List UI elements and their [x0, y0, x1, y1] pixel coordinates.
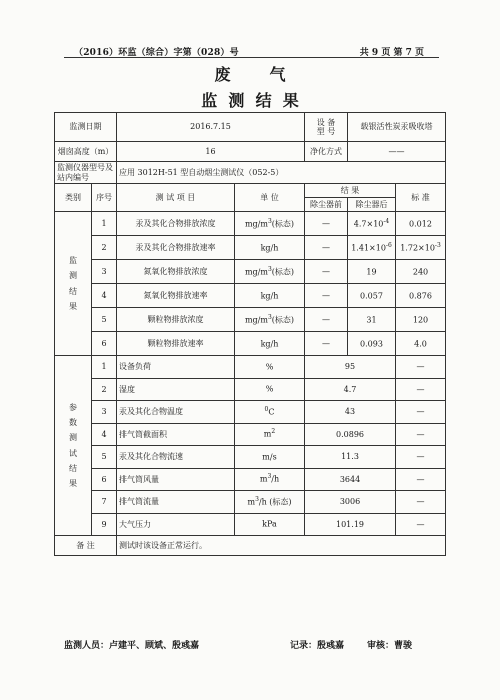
measured-value: 3644	[305, 468, 396, 491]
standard-value-cell	[396, 212, 446, 236]
before-value: —	[305, 260, 348, 284]
standard-value: —	[396, 356, 446, 379]
standard-value: 0.876	[409, 291, 432, 301]
stack-height-value: 16	[117, 142, 305, 162]
table-row	[55, 236, 446, 260]
standard-exponent: -3	[434, 241, 441, 249]
after-value: 4.7×10	[353, 219, 384, 229]
row-number: 5	[92, 446, 117, 469]
col-before: 除尘器前	[305, 198, 348, 212]
unit-main: mg/m	[244, 267, 268, 277]
row-item: 排气筒风量	[117, 468, 235, 491]
purification-label: 净化方式	[305, 142, 348, 162]
before-value: —	[305, 212, 348, 236]
row-number: 4	[92, 423, 117, 446]
row-item: 颗粒物排放速率	[117, 332, 235, 356]
row-item: 设备负荷	[117, 356, 235, 379]
unit-main: kPa	[262, 519, 277, 529]
row-number: 5	[92, 308, 117, 332]
measured-value: 43	[305, 401, 396, 424]
table-row	[55, 284, 446, 308]
unit-superscript: 3	[267, 473, 272, 481]
measured-value: 101.19	[305, 513, 396, 536]
row-number: 7	[92, 491, 117, 514]
purification-value: ——	[348, 142, 446, 162]
after-exponent: -4	[383, 217, 390, 225]
unit-main: %	[265, 362, 274, 372]
unit-superscript: 2	[271, 428, 276, 436]
row-number: 9	[92, 513, 117, 536]
col-seq: 序号	[92, 184, 117, 212]
col-category: 类别	[55, 184, 92, 212]
unit-main: m	[247, 497, 256, 507]
date-value: 2016.7.15	[117, 113, 305, 142]
standard-value: —	[396, 513, 446, 536]
after-value-cell	[348, 332, 396, 356]
standard-value-cell	[396, 260, 446, 284]
unit-cell	[235, 308, 305, 332]
unit-main: m/s	[262, 452, 277, 462]
remark-label: 备 注	[55, 536, 117, 556]
page-count: 共 9 页 第 7 页	[359, 48, 424, 58]
after-value-cell	[348, 236, 396, 260]
table-row	[55, 491, 446, 514]
standard-value-cell	[396, 332, 446, 356]
col-result: 结 果	[305, 184, 396, 198]
row-number: 2	[92, 378, 117, 401]
instrument-label: 监测仪器型号及站内编号	[55, 162, 117, 184]
standard-value: 240	[412, 267, 429, 277]
col-after: 除尘器后	[348, 198, 396, 212]
after-value-cell	[348, 212, 396, 236]
equipment-label: 设 备 型 号	[305, 113, 348, 142]
unit-superscript: 3	[255, 495, 259, 503]
unit-main: kg/h	[260, 339, 279, 349]
reviewer: 审核：曹骏	[367, 641, 413, 651]
unit-superscript: 3	[267, 217, 272, 225]
remark-row	[55, 536, 446, 556]
row-item: 颗粒物排放浓度	[117, 308, 235, 332]
unit-cell	[235, 468, 305, 491]
before-value: —	[305, 236, 348, 260]
standard-value: —	[396, 401, 446, 424]
category-parameters: 参 数 测 试 结 果	[55, 356, 92, 536]
recorder: 记录：殷彧嘉	[290, 641, 345, 651]
remark-value: 测试时该设备正常运行。	[117, 536, 446, 556]
table-row	[55, 378, 446, 401]
table-row	[55, 356, 446, 379]
row-item: 汞及其化合物流速	[117, 446, 235, 469]
unit-cell	[235, 332, 305, 356]
unit-main: kg/h	[260, 291, 279, 301]
unit-tail: (标态)	[271, 219, 295, 229]
unit-cell	[235, 401, 305, 424]
before-value: —	[305, 308, 348, 332]
row-item: 汞及其化合物排放速率	[117, 236, 235, 260]
row-item: 氮氧化物排放速率	[117, 284, 235, 308]
table-row	[55, 212, 446, 236]
unit-cell	[235, 513, 305, 536]
unit-main: mg/m	[244, 219, 268, 229]
page-subtitle: 监 测 结 果	[201, 91, 299, 110]
after-value: 19	[366, 267, 377, 277]
col-standard: 标 准	[396, 184, 446, 212]
row-item: 大气压力	[117, 513, 235, 536]
unit-cell	[235, 260, 305, 284]
standard-value: 120	[412, 315, 429, 325]
after-value: 0.093	[360, 339, 383, 349]
document-number: （2016）环监（综合）字第（028）号	[74, 48, 239, 58]
unit-cell	[235, 356, 305, 379]
after-value: 31	[366, 315, 377, 325]
unit-tail: C	[268, 407, 275, 417]
unit-cell	[235, 491, 305, 514]
after-value: 0.057	[360, 291, 383, 301]
measured-value: 0.0896	[305, 423, 396, 446]
after-exponent: -6	[385, 241, 392, 249]
row-number: 1	[92, 212, 117, 236]
row-item: 氮氧化物排放浓度	[117, 260, 235, 284]
after-value-cell	[348, 308, 396, 332]
col-item: 测 试 项 目	[117, 184, 235, 212]
unit-cell	[235, 236, 305, 260]
header-rule	[64, 57, 439, 58]
unit-main: m	[259, 474, 268, 484]
row-number: 2	[92, 236, 117, 260]
unit-main: kg/h	[260, 243, 279, 253]
row-item: 湿度	[117, 378, 235, 401]
row-item: 排气筒流量	[117, 491, 235, 514]
unit-cell	[235, 284, 305, 308]
standard-value-cell	[396, 236, 446, 260]
unit-tail: /h (标态)	[258, 497, 292, 507]
before-value: —	[305, 332, 348, 356]
unit-superscript: 3	[267, 265, 272, 273]
standard-value: 1.72×10	[400, 243, 435, 253]
unit-main: m	[263, 429, 272, 439]
standard-value-cell	[396, 284, 446, 308]
row-number: 3	[92, 401, 117, 424]
unit-superscript: 0	[264, 405, 269, 413]
unit-main: %	[265, 384, 274, 394]
standard-value: 4.0	[414, 339, 427, 349]
instrument-value: 应用 3012H-51 型自动烟尘测试仪（052-5）	[117, 162, 446, 184]
col-unit: 单 位	[235, 184, 305, 212]
after-value: 1.41×10	[351, 243, 386, 253]
standard-value: —	[396, 423, 446, 446]
standard-value: —	[396, 446, 446, 469]
standard-value: 0.012	[409, 219, 432, 229]
measured-value: 11.3	[305, 446, 396, 469]
unit-cell	[235, 378, 305, 401]
unit-cell	[235, 212, 305, 236]
table-row	[55, 308, 446, 332]
table-row	[55, 513, 446, 536]
row-number: 3	[92, 260, 117, 284]
table-row	[55, 468, 446, 491]
unit-cell	[235, 446, 305, 469]
after-value-cell	[348, 284, 396, 308]
standard-value: —	[396, 468, 446, 491]
row-number: 4	[92, 284, 117, 308]
page-title: 废 气	[214, 65, 286, 84]
standard-value-cell	[396, 308, 446, 332]
table-row	[55, 446, 446, 469]
row-item: 排气筒截面积	[117, 423, 235, 446]
row-number: 1	[92, 356, 117, 379]
before-value: —	[305, 284, 348, 308]
unit-cell	[235, 423, 305, 446]
unit-superscript: 3	[267, 313, 272, 321]
unit-tail: (标态)	[271, 267, 295, 277]
date-label: 监测日期	[55, 113, 117, 142]
row-item: 汞及其化合物排放浓度	[117, 212, 235, 236]
results-table	[54, 112, 446, 556]
measured-value: 4.7	[305, 378, 396, 401]
unit-tail: (标态)	[271, 315, 295, 325]
stack-height-label: 烟囱高度（m）	[55, 142, 117, 162]
table-row	[55, 260, 446, 284]
measured-value: 3006	[305, 491, 396, 514]
table-row	[55, 423, 446, 446]
standard-value: —	[396, 378, 446, 401]
standard-value: —	[396, 491, 446, 514]
table-row	[55, 401, 446, 424]
equipment-value: 载银活性炭汞吸收塔	[348, 113, 446, 142]
row-number: 6	[92, 468, 117, 491]
table-row	[55, 332, 446, 356]
category-monitoring: 监 测 结 果	[55, 212, 92, 356]
unit-main: mg/m	[244, 315, 268, 325]
monitoring-staff: 监测人员：卢建平、顾斌、殷彧嘉	[64, 641, 200, 651]
row-number: 6	[92, 332, 117, 356]
unit-tail: /h	[271, 474, 280, 484]
after-value-cell	[348, 260, 396, 284]
measured-value: 95	[305, 356, 396, 379]
row-item: 汞及其化合物温度	[117, 401, 235, 424]
